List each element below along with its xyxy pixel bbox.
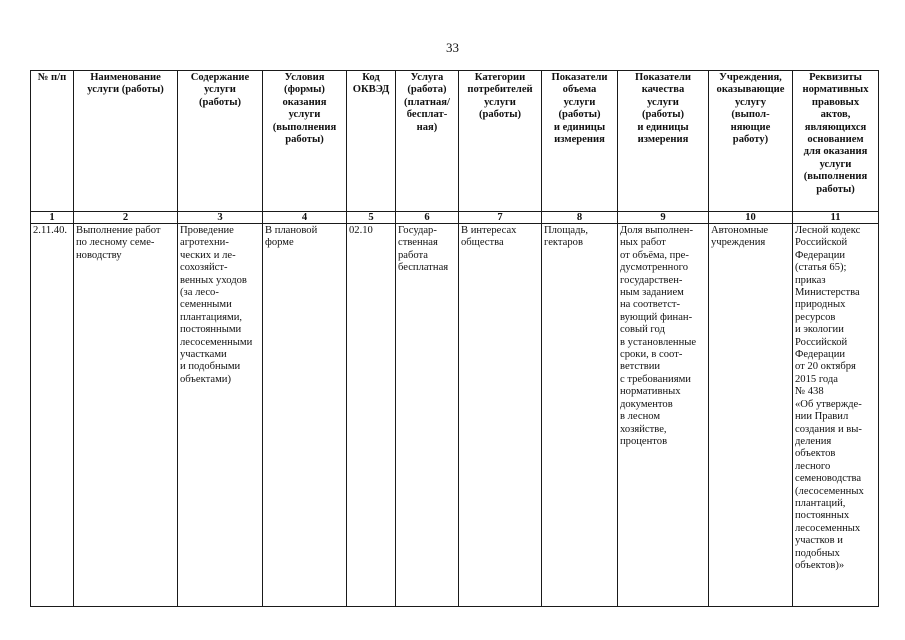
column-number: 7 <box>459 212 542 224</box>
header-label: Наименование услуги (работы) <box>87 72 164 96</box>
cell-institutions <box>709 224 793 607</box>
cell-volume-indicators <box>542 224 618 607</box>
header-cell-conditions <box>263 71 347 212</box>
column-number: 1 <box>31 212 74 224</box>
cell-service-name <box>74 224 178 607</box>
cell-paid-free <box>396 224 459 607</box>
column-number: 9 <box>618 212 709 224</box>
cell-okved <box>347 224 396 607</box>
header-cell-volume-indicators <box>542 71 618 212</box>
cell-text: Проведение агротехни- ческих и ле- сохозяйст- венных уходов (за лесо- семенными плантациями, постоянными лесосеменными участками и подобными объектами) <box>180 225 253 385</box>
cell-text: Лесной кодекс Российской Федерации (статья 65); приказ Министерства природных ресурсов и экологии Российской Федерации от 20 октября 2015 года № 438 «Об утвержде- нии Правил создания и вы- деления объектов лесного семеноводства (лесосеменных плантаций, постоянных лесосеменных участков и подобных объектов)» <box>795 225 864 571</box>
cell-text: Государ- ственная работа бесплатная <box>398 225 449 274</box>
cell-consumers <box>459 224 542 607</box>
column-number: 2 <box>74 212 178 224</box>
table-row <box>31 224 879 607</box>
header-label: Учреждения, оказывающие услугу (выпол- няющие работу) <box>716 72 785 146</box>
header-label: Реквизиты нормативных правовых актов, являющихся основанием для оказания услуги (выполнения работы) <box>802 72 869 195</box>
cell-text: В плановой форме <box>265 225 318 249</box>
cell-number <box>31 224 74 607</box>
cell-text: В интересах общества <box>461 225 517 249</box>
column-number: 3 <box>178 212 263 224</box>
header-row <box>31 71 879 212</box>
header-cell-consumers <box>459 71 542 212</box>
header-cell-paid-free <box>396 71 459 212</box>
header-label: Код ОКВЭД <box>352 72 390 96</box>
column-number-row <box>31 212 879 224</box>
column-number: 5 <box>347 212 396 224</box>
page-number: 33 <box>446 40 459 55</box>
column-number: 10 <box>709 212 793 224</box>
header-cell-service-name <box>74 71 178 212</box>
column-number: 11 <box>793 212 879 224</box>
cell-text: Доля выполнен- ных работ от объёма, пре- дусмотренного государствен- ным заданием на соответст- вующий финан- совый год в установленные сроки, в соот- ветствии с требованиями нормативных документов в лесном хозяйстве, процентов <box>620 225 697 447</box>
column-number: 8 <box>542 212 618 224</box>
header-label: Условия (формы) оказания услуги (выполнения работы) <box>272 72 337 146</box>
header-cell-number <box>31 71 74 212</box>
header-label: Содержание услуги (работы) <box>190 72 250 108</box>
header-cell-legal-acts <box>793 71 879 212</box>
services-table <box>30 70 879 607</box>
header-cell-okved <box>347 71 396 212</box>
header-label: Услуга (работа) (платная/ бесплат- ная) <box>404 72 450 133</box>
header-label: Категории потребителей услуги (работы) <box>467 72 533 121</box>
column-number: 6 <box>396 212 459 224</box>
cell-text: 2.11.40. <box>33 225 68 236</box>
header-cell-content <box>178 71 263 212</box>
cell-text: Автономные учреждения <box>711 225 769 249</box>
header-label: Показатели объема услуги (работы) и единицы измерения <box>551 72 608 146</box>
cell-text: 02.10 <box>349 225 373 236</box>
cell-legal-acts <box>793 224 879 607</box>
cell-content <box>178 224 263 607</box>
cell-conditions <box>263 224 347 607</box>
header-label: № п/п <box>37 72 67 83</box>
header-cell-quality-indicators <box>618 71 709 212</box>
cell-text: Выполнение работ по лесному семе- новодству <box>76 225 161 261</box>
cell-quality-indicators <box>618 224 709 607</box>
header-cell-institutions <box>709 71 793 212</box>
cell-text: Площадь, гектаров <box>544 225 588 249</box>
header-label: Показатели качества услуги (работы) и единицы измерения <box>634 72 691 146</box>
column-number: 4 <box>263 212 347 224</box>
